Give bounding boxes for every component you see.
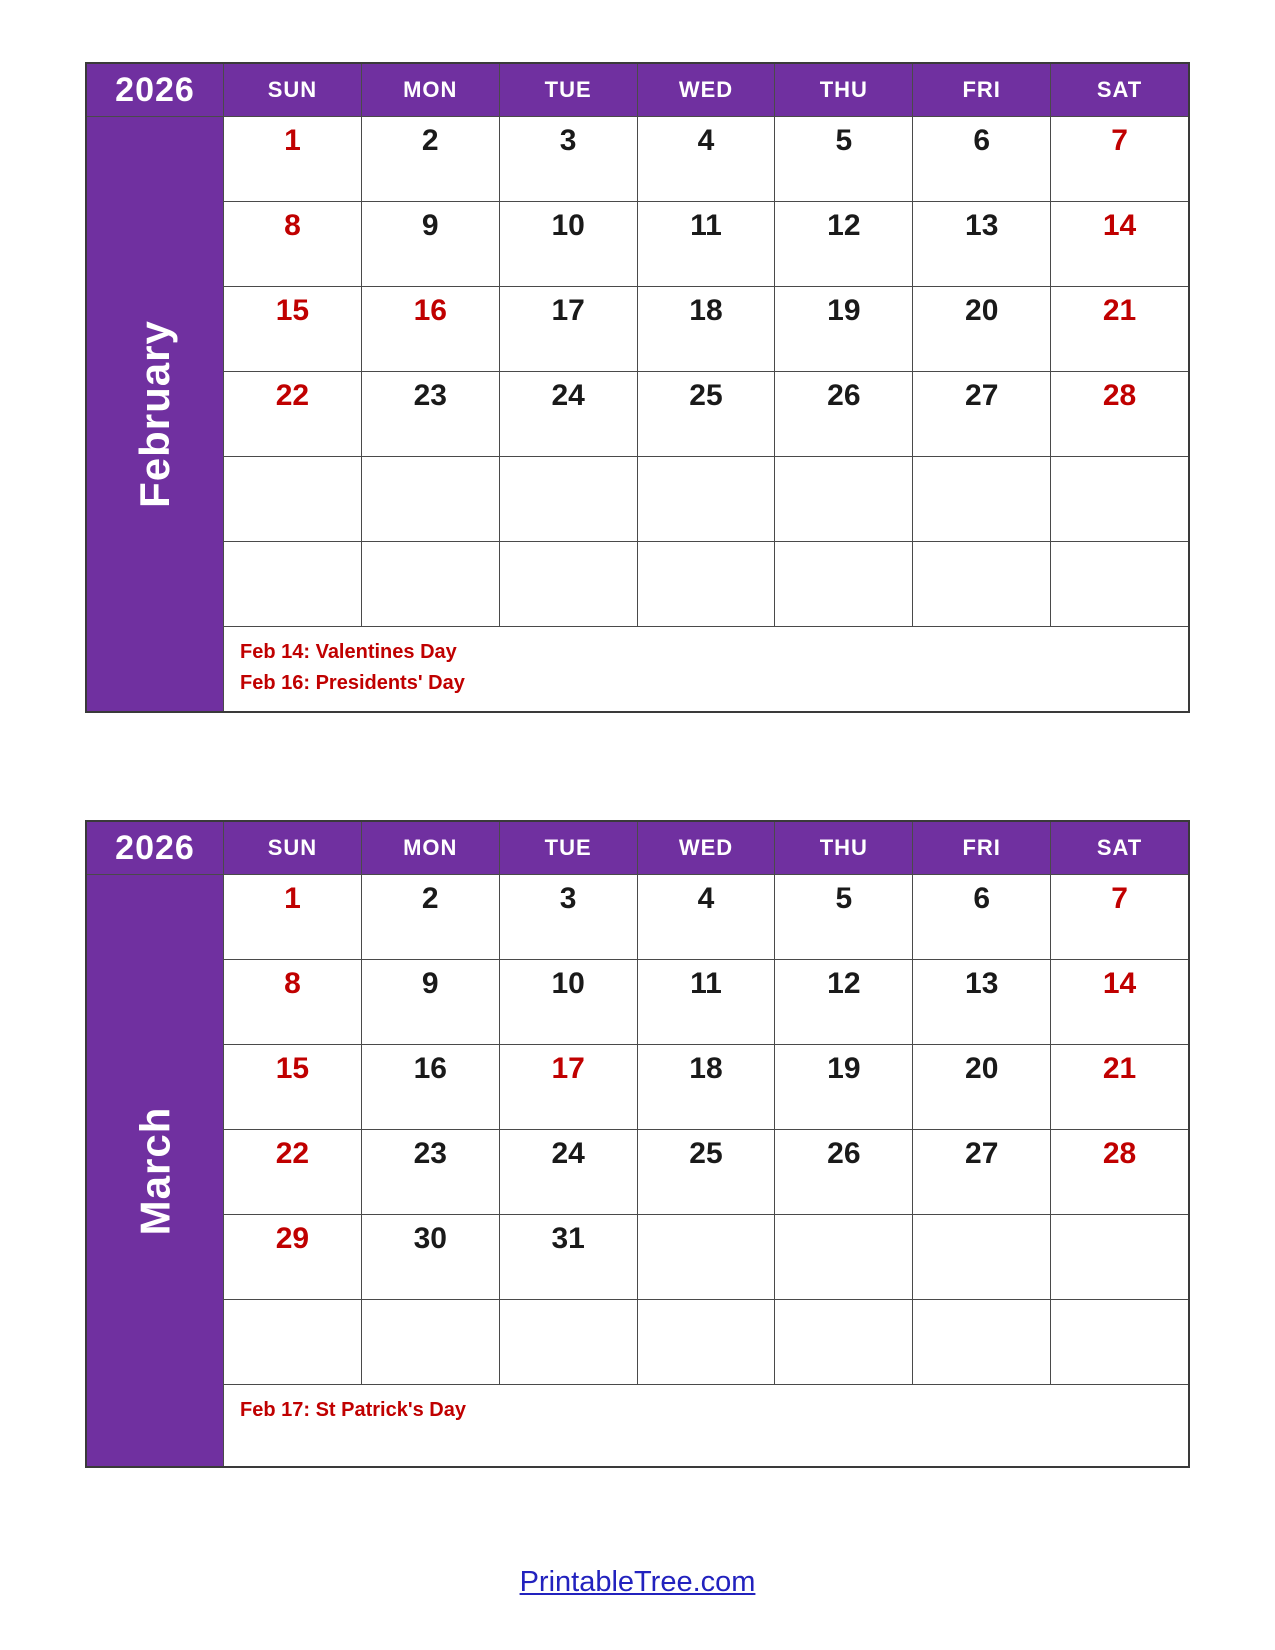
date-number: 1: [284, 124, 301, 157]
date-cell: [775, 875, 912, 959]
date-cell: [500, 287, 637, 371]
date-number: 16: [413, 294, 447, 327]
date-cell: [362, 1045, 499, 1129]
date-number: 4: [697, 124, 715, 157]
date-number: 17: [551, 1052, 585, 1085]
date-number: 12: [827, 209, 861, 242]
date-number: 13: [965, 967, 999, 1000]
date-number: 18: [689, 1052, 723, 1085]
date-cell: [1051, 1130, 1188, 1214]
holiday-note: Feb 14: Valentines Day: [240, 641, 457, 663]
date-cell: [362, 117, 499, 201]
date-number: 9: [421, 967, 439, 1000]
date-number: 20: [965, 1052, 999, 1085]
date-number: 4: [697, 882, 715, 915]
date-cell: [224, 202, 361, 286]
empty-date-cell: [362, 457, 499, 541]
date-cell: [913, 875, 1050, 959]
date-number: 8: [284, 967, 301, 1000]
date-cell: [638, 287, 775, 371]
date-number: 14: [1102, 209, 1137, 242]
date-cell: [362, 202, 499, 286]
date-cell: [500, 1045, 637, 1129]
date-number: 21: [1102, 294, 1137, 327]
date-number: 13: [965, 209, 999, 242]
date-number: 17: [551, 294, 585, 327]
date-number: 19: [827, 1052, 861, 1085]
date-cell: [913, 1045, 1050, 1129]
holiday-notes: [224, 1385, 1188, 1466]
date-cell: [224, 372, 361, 456]
page-footer: [0, 1566, 1275, 1599]
weekday-header: SAT: [1051, 822, 1188, 874]
empty-date-cell: [362, 542, 499, 626]
date-number: 20: [965, 294, 999, 327]
date-number: 3: [559, 882, 577, 915]
date-cell: [638, 372, 775, 456]
date-number: 24: [551, 379, 585, 412]
date-number: 11: [690, 967, 722, 1000]
date-cell: [775, 1130, 912, 1214]
empty-date-cell: [1051, 1215, 1188, 1299]
date-cell: [775, 287, 912, 371]
date-cell: [638, 875, 775, 959]
empty-date-cell: [913, 542, 1050, 626]
empty-date-cell: [913, 1300, 1050, 1384]
date-cell: [500, 960, 637, 1044]
date-number: 26: [827, 1137, 861, 1170]
date-cell: [500, 202, 637, 286]
date-cell: [224, 287, 361, 371]
month-block-february: [85, 62, 1190, 713]
date-cell: [224, 1130, 361, 1214]
date-number: 14: [1102, 967, 1137, 1000]
february-calendar-grid: [85, 62, 1190, 713]
date-number: 24: [551, 1137, 585, 1170]
empty-date-cell: [913, 457, 1050, 541]
empty-date-cell: [638, 1215, 775, 1299]
empty-date-cell: [224, 542, 361, 626]
date-cell: [775, 372, 912, 456]
date-cell: [362, 372, 499, 456]
date-number: 25: [689, 1137, 723, 1170]
month-label: March: [130, 1106, 178, 1235]
empty-date-cell: [1051, 457, 1188, 541]
date-cell: [362, 1130, 499, 1214]
date-number: 27: [965, 1137, 999, 1170]
holiday-note: Feb 17: St Patrick's Day: [240, 1399, 466, 1421]
holiday-notes: [224, 627, 1188, 711]
date-cell: [362, 287, 499, 371]
date-cell: [500, 1215, 637, 1299]
date-cell: [775, 117, 912, 201]
weekday-header: TUE: [500, 64, 637, 116]
date-cell: [1051, 117, 1188, 201]
holiday-note: Feb 16: Presidents' Day: [240, 672, 465, 694]
date-number: 25: [689, 379, 723, 412]
date-cell: [775, 960, 912, 1044]
date-cell: [224, 1045, 361, 1129]
empty-date-cell: [500, 542, 637, 626]
date-cell: [1051, 1045, 1188, 1129]
weekday-header: SAT: [1051, 64, 1188, 116]
date-number: 11: [690, 209, 722, 242]
weekday-header: MON: [362, 822, 499, 874]
date-cell: [638, 202, 775, 286]
month-label: February: [131, 320, 179, 508]
empty-date-cell: [500, 457, 637, 541]
weekday-header: TUE: [500, 822, 637, 874]
weekday-header: FRI: [913, 64, 1050, 116]
empty-date-cell: [224, 457, 361, 541]
date-number: 12: [827, 967, 861, 1000]
empty-date-cell: [224, 1300, 361, 1384]
date-cell: [1051, 875, 1188, 959]
date-number: 9: [421, 209, 439, 242]
printabletree-link[interactable]: PrintableTree.com: [519, 1566, 756, 1598]
date-number: 23: [413, 379, 447, 412]
empty-date-cell: [362, 1300, 499, 1384]
date-number: 6: [973, 882, 991, 915]
date-number: 7: [1111, 882, 1128, 915]
month-name-cell: [87, 875, 223, 1466]
date-cell: [913, 1130, 1050, 1214]
date-cell: [775, 1045, 912, 1129]
date-number: 26: [827, 379, 861, 412]
date-cell: [1051, 287, 1188, 371]
date-cell: [1051, 202, 1188, 286]
date-number: 15: [275, 294, 310, 327]
month-name-cell: [87, 117, 223, 711]
empty-date-cell: [775, 457, 912, 541]
empty-date-cell: [913, 1215, 1050, 1299]
date-number: 23: [413, 1137, 447, 1170]
date-number: 5: [835, 124, 853, 157]
date-cell: [1051, 960, 1188, 1044]
date-cell: [913, 960, 1050, 1044]
date-number: 18: [689, 294, 723, 327]
weekday-header: MON: [362, 64, 499, 116]
date-number: 10: [551, 967, 585, 1000]
weekday-header: THU: [775, 64, 912, 116]
date-number: 1: [284, 882, 301, 915]
date-cell: [638, 117, 775, 201]
date-cell: [638, 1130, 775, 1214]
date-number: 16: [413, 1052, 447, 1085]
date-number: 15: [275, 1052, 310, 1085]
date-cell: [224, 1215, 361, 1299]
date-number: 27: [965, 379, 999, 412]
weekday-header: SUN: [224, 64, 361, 116]
date-cell: [224, 960, 361, 1044]
weekday-header: FRI: [913, 822, 1050, 874]
weekday-header: WED: [638, 64, 775, 116]
date-cell: [362, 875, 499, 959]
date-number: 5: [835, 882, 853, 915]
empty-date-cell: [500, 1300, 637, 1384]
date-number: 2: [421, 124, 439, 157]
month-block-march: [85, 820, 1190, 1468]
weekday-header: WED: [638, 822, 775, 874]
empty-date-cell: [775, 1215, 912, 1299]
date-cell: [500, 117, 637, 201]
date-cell: [500, 875, 637, 959]
date-number: 28: [1102, 1137, 1137, 1170]
date-cell: [500, 1130, 637, 1214]
date-number: 21: [1102, 1052, 1137, 1085]
date-cell: [913, 372, 1050, 456]
date-number: 29: [275, 1222, 310, 1255]
date-cell: [913, 117, 1050, 201]
empty-date-cell: [638, 542, 775, 626]
date-cell: [362, 960, 499, 1044]
date-cell: [1051, 372, 1188, 456]
date-cell: [638, 1045, 775, 1129]
date-number: 8: [284, 209, 301, 242]
empty-date-cell: [775, 542, 912, 626]
date-number: 3: [559, 124, 577, 157]
date-cell: [913, 287, 1050, 371]
date-number: 2: [421, 882, 439, 915]
date-cell: [913, 202, 1050, 286]
date-number: 31: [551, 1222, 585, 1255]
date-number: 19: [827, 294, 861, 327]
date-number: 7: [1111, 124, 1128, 157]
year-label: 2026: [87, 822, 223, 874]
date-cell: [775, 202, 912, 286]
empty-date-cell: [638, 1300, 775, 1384]
date-number: 30: [413, 1222, 447, 1255]
empty-date-cell: [775, 1300, 912, 1384]
year-label: 2026: [87, 64, 223, 116]
date-cell: [362, 1215, 499, 1299]
date-cell: [224, 875, 361, 959]
weekday-header: THU: [775, 822, 912, 874]
date-cell: [500, 372, 637, 456]
date-cell: [638, 960, 775, 1044]
empty-date-cell: [1051, 1300, 1188, 1384]
date-cell: [224, 117, 361, 201]
date-number: 6: [973, 124, 991, 157]
date-number: 22: [275, 379, 310, 412]
weekday-header: SUN: [224, 822, 361, 874]
march-calendar-grid: [85, 820, 1190, 1468]
empty-date-cell: [1051, 542, 1188, 626]
date-number: 10: [551, 209, 585, 242]
empty-date-cell: [638, 457, 775, 541]
date-number: 22: [275, 1137, 310, 1170]
date-number: 28: [1102, 379, 1137, 412]
